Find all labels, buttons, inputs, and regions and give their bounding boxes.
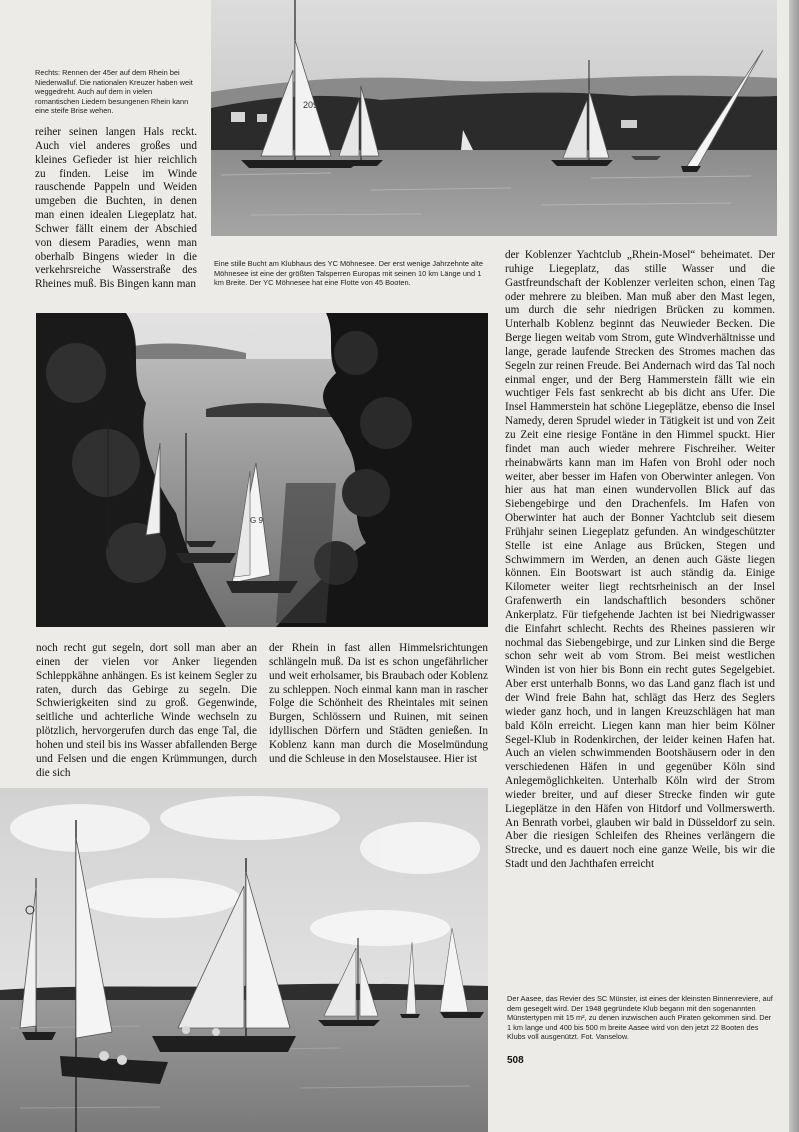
caption-rhine-race: Rechts: Rennen der 45er auf dem Rhein bei Niederwalluf. Die nationalen Kreuzer haben weit weggedreht. Auch auf dem in vielen romantischen Liedern besungenen Rhein kann eine steife Brise wehen. [35,68,193,116]
caption-moehnesee-bay: Eine stille Bucht am Klubhaus des YC Möhnesee. Der erst wenige Jahrzehnte alte Möhnesee ist eine der größten Talsperren Europas mit seinen 10 km Länge und 1 km Breite. Der YC Möhnesee hat eine Flotte von 45 Booten. [214,259,483,288]
race-sail-number: 209 [303,100,319,110]
page-number: 508 [507,1055,524,1066]
article-column-right: der Koblenzer Yachtclub „Rhein-Mosel“ beheimatet. Der ruhige Liegeplatz, das stille Wasser und die Gastfreundschaft der Koblenzer verleiten schon, einen Tag oder mehrere zu bleiben. Man muß aber den Mast legen, um durch die sehr niedrigen Brücken zu kommen. Unterhalb Koblenz beginnt das Neuwieder Becken. Die Berge liegen weitab vom Strom, gute Windverhältnisse und lange, gerade laufende Strecken des Stromes machen das Segeln zur reinen Freude. Bei Andernach wird das Tal noch einmal enger, und der Berg Hammerstein fällt wie ein wuchtiger Fels fast senkrecht ab bis dicht ans Ufer. Die Insel Hammerstein hat schöne Liegeplätze, ebenso die Insel Namedy, deren Sprudel wieder in Tätigkeit ist und von Zeit zu Zeit eine riesige Fontäne in den Himmel spuckt. Hier findet man auch wieder mehrere Fischreiher. Weiter rheinabwärts kann man im Hafen von Brohl oder noch weiter, aber besser im Hafen von Oberwinter anlegen. Von hier aus hat man einen wundervollen Blick auf das Siebengebirge und den Drachenfels. Im Hafen von Oberwinter hat auch der Bonner Yachtclub seit diesem Frühjahr seinen Liegeplatz gefunden. An windgeschützter Stelle ist eine Anlage aus Brücken, Stegen und Schwimmern im Werden, an denen auch Gäste liegen können. Ein Bootswart ist auch ständig da. Einige Kilometer weiter liegt rechtsrheinisch an der Insel Grafenwerth ein landschaftlich besonders schöner Ankerplatz. Für tiefgehende Jachten ist bei Niedrigwasser die Einfahrt schlecht. Rechts des Rheines passieren wir nochmal das Siebengebirge, und zur Linken sind die Berge schon sehr weit ab vom Strom. Bei meist westlichen Winden ist von hier bis Bonn ein recht gutes Segelgebiet. Aber erst unterhalb Bonns, wo das Land ganz flach ist und der Wind freie Bahn hat, schlägt das Herz des Seglers wieder ganz hoch, und in langen Kreuzschlägen hat man bald Köln erreicht. Liegen kann man hier beim Kölner Segel-Klub in Rodenkirchen, der leider keinen Hafen hat. Auch an vielen schwimmenden Bootshäusern oder in den verschiedenen Häfen in und gegenüber Köln sind Anlegemöglichkeiten. Unterhalb Köln wird der Strom wieder breiter, und auf dieser Strecke finden wir gute Liegeplätze in den Häfen von Hitdorf und Vollmerswerth. An Benrath vorbei, glauben wir bald in Düsseldorf zu sein. Aber die riesigen Schleifen des Rheines verlängern die Strecke, und es dauert noch eine ganze Weile, bis wir die Stadt und den Jachthafen erreicht [505,249,775,871]
article-column-middle-left: noch recht gut segeln, dort soll man aber an einen der vielen vor Anker liegenden Schleppkähne anhängen. Es ist keinem Segler zu raten, durch das Gebirge zu segeln. Die Schwierigkeiten sind zu groß. Gegenwinde, seitliche und achterliche Winde wechseln zu plötzlich, hervorgerufen durch das enge Tal, die hohen und steil bis ins Wasser abfallenden Berge und Felsen und die engen Krümmungen, durch die sich [36,642,257,779]
moehnesee-sail-number: G 9 [250,516,263,525]
page-edge-shadow [789,0,799,1132]
article-column-middle-center: der Rhein in fast allen Himmelsrichtungen schlängeln muß. Da ist es schon ungefährlicher und weit erholsamer, bis Braubach oder Koblenz zu schleppen. Noch einmal kann man in rascher Folge die Schönheit des Rheintales mit seinen Burgen, Schlössern und Ruinen, mit seinen idyllischen Dörfern und Städten genießen. In Koblenz kann man durch die Moselmündung und die Schleuse in den Moselstausee. Hier ist [269,642,488,765]
photo-moehnesee-bay [36,313,488,627]
photo-rhine-race [211,0,777,236]
photo-aasee [0,788,488,1132]
article-column-top-left: reiher seinen langen Hals reckt. Auch viel anderes großes und kleines Gefieder ist hier reichlich zu finden. Leise im Winde rauschende Pappeln und Weiden umgeben die Buchten, in denen man einen idealen Liegeplatz hat. Schwer fällt einem der Abschied von diesem Paradies, wenn man oberhalb Bingens wieder in die verkehrsreiche Wasserstraße des Rheines muß. Bis Bingen kann man [35,126,197,291]
caption-aasee: Der Aasee, das Revier des SC Münster, ist eines der kleinsten Binnenreviere, auf dem gesegelt wird. Der 1948 gegründete Klub begann mit den sogenannten Münstertypen mit 15 m², zu denen inzwischen auch Piraten gekommen sind. Der 1 km lange und 400 bis 500 m breite Aasee wird von den jetzt 22 Booten des Klubs voll ausgenützt. Fot. Vanselow. [507,994,773,1042]
